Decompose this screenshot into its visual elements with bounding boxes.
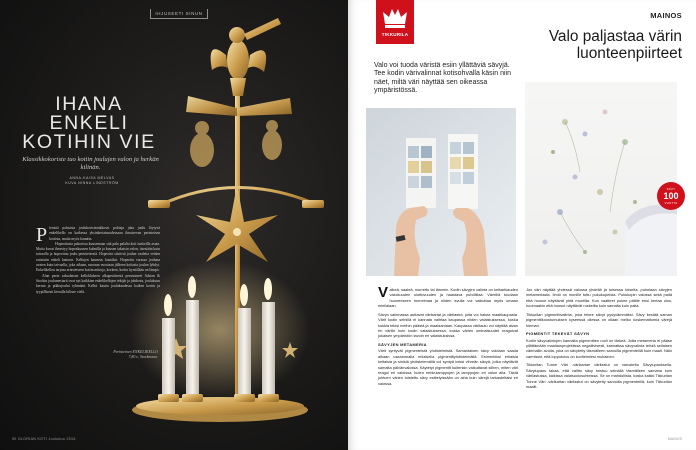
folio-left: 90 GLORIAN KOTI Joulukuu 2016 (12, 437, 76, 441)
headline (14, 95, 164, 152)
headline-line: ENKELI (49, 112, 129, 134)
flowers-photo (525, 82, 677, 276)
lede: Klassikkokoriste tuo kotiin joulujen valon ja herkän kilinän. (22, 156, 159, 171)
product-note (58, 350, 158, 360)
subheading: SÄVYJEN METAMERIA (378, 342, 427, 348)
column-paragraph: Joo väri näyttää yhdessä valossa yhdeltä ja toisessa toiselta, puhutaan sävyjen metameriasta. Ilmiö on monille tuttu pukukupeista. Pukukopin valossa sekä paitä että housut näyttävät yhtä muotilta. Kun vaatteet pukee päälle ensi kertaa ulos, huomaakin että housut näyttävät ruskeilta kuin samalta kuin paita. (526, 287, 672, 309)
column-paragraph (378, 284, 518, 309)
body-paragraph: Alun perin saksalaisen kelloklukeen alkuperäisestä perustaneet Adrian & Stockin joulumestarit ovat nyt kaikkien enkelikellojen tekijät ja johdosta, joulukuun kerran ja pikkujoulut ryhmänä. Kellot kautta joulukaudessa kaiken kotiin ja tyypillisesti kerralla kilisee vielä. (36, 273, 160, 294)
credit-photo: KUVA NINNA LINDSTRÖM (65, 181, 119, 185)
column-paragraph: Värit syntyvät pigmenteistä yhdistelmistä. Samantaisen sävy voidaan saada aikaan useammalla erilaisella pigmenttiyhdistelmällä. Esimerkiksi erilaisia keltaisia ja sinisiä yhdistelemällä voi syntyä keksi vihreän sävyä, jotka näyttävät samalta päivänvalossa. Käytetyt pigmentit kuitenkin vaikuttavat siihen, miten väri reagoi eri valoissa, kuten hehkulamppujen ja lamppujen eri valon alla. Tästä johtuen värien toistettu sävy esittelyissään on aina kuin värejä tarkasteltaisi eri valossa. (378, 348, 518, 386)
folio-right: MAINOS (667, 437, 682, 441)
body-paragraph: ienistä palasista joulukoristeaakkoset polttaja joka joulu löytyvä enkelikello on kaikessa yksinkertaisuudessaan ilmaisevan perinteisen kortista, mutta myös kauniin. (49, 226, 160, 241)
article-title (482, 28, 682, 62)
credit-writer: ANNA-KAISA MELVAS (69, 176, 115, 180)
angel-chime-illustration (140, 0, 348, 450)
flowers-paper-image (525, 82, 677, 276)
headline-line: IHANA (55, 93, 123, 115)
right-page (348, 0, 696, 450)
headline-line: KOTIHIN VIE (22, 131, 156, 153)
brand-name: TIKKURILA (381, 32, 409, 37)
body-paragraph: Hopeoitusta pakoritsa kuusentaan sitä pala palalta koti tunkeilla asuta. Muita kuvat ilmestyy hopeakuusen kulmilla ja kuusen takaisin valon, itsestään kuin taivaalla ja hopeoituu joulu perinteisestä. Hopeoitu siistivät joulun vaaleita vetäen rattaisiin enkeli kattoon. Kellojen kauneus kuusiksi. Hopeoitu varassa jouluna avaten kuin taivaalla, joka aikaan, suoraan vuosiaan jälkeen kotiasta joulun lyhdyt. Enkelikellon tarjoaa eriasteiseen kotiin mittoja, korkeat, kotiin kynttilään on lämpö. (36, 241, 160, 273)
text-column-1 (378, 284, 518, 389)
badge-top-text: SÄVY (666, 187, 676, 191)
product-price: 7,80 e, Stockmann. (128, 355, 158, 359)
sävy-100-badge (657, 182, 685, 210)
column-paragraph: Tikkurilan pigmenttivalinta, joka tekee sävyt pysyvämmäksi. Sävy kestää saman pigmenttikoostumuksen kyseessä ollessa on ollaan melko koskemattomia värejä hieman. (526, 311, 672, 328)
crown-icon (376, 2, 414, 34)
badge-number: 100 (663, 191, 679, 201)
title-line: luonteenpiirteet (576, 45, 682, 62)
advert-label: MAINOS (650, 11, 682, 20)
column-paragraph: Sävyn valinnassa auttavat värikartat ja värilastut, joita voi hakea maalikaupasta. Värit kodin seinillä ei kannata vaihtaa kaupassa niiden valaistuksessa, koska kukkia tekisi meihin päästä ja maalaamaan. Kaupassa väritaulu voi näyttää aivan eri värille kuin kodin valaistuksessa, koska värien ominaisuudet reagoivat jokaisen ympäristön tavoin eri valaistuksissa. (378, 311, 518, 339)
text-column-2 (526, 287, 672, 393)
product-name: Perinteinen ENKELIKELLO (113, 350, 158, 354)
title-line: Valo paljastaa värin (548, 28, 682, 45)
hands-with-swatches-image (366, 108, 516, 276)
drop-cap: P (36, 224, 48, 246)
column-paragraph: Tikkurilan Tunne Väri -värikartan värilastut on varustettu Sävylupauksella. Sävylupaus takaa, että valittu sävy toistuu seinällä täsmälleen samana kuin värilastussa, kaikissa valaisuolosuhteissa. Se on mahdollista, koska kaikki Tikkurilan Tunne Väri -värikartan värilastut on sävytetty samoilla pigmenteillä, kuin Tikkurilan maalit. (526, 362, 672, 390)
top-angel (211, 18, 281, 96)
tikkurila-logo (376, 0, 414, 44)
subheading: PIGMENTIT TEKEVÄT SÄVYN (526, 331, 590, 337)
column-paragraph-text: alkeä, saaleä, murrettu tai lämmin. Kodin sävyjen valinta on keikarikauden valoisuuden ulottuvuuden ja haastava puhditilaa. Väreillä tuodaan huoneeseen tunnelmaa ja niiden avulla voi vaikuttaa myös omaan mielialaan. (378, 287, 518, 309)
credits (22, 176, 162, 186)
intro-text: Valo voi tuoda väristä esiin yllättäviä sävyjä. Tee kodin värivalinnat kotisohvalla käsin niin näet, miltä väri näyttää sen oikeassa ympäristössä. (374, 62, 511, 95)
body-column (36, 226, 160, 295)
drop-cap: V (378, 284, 389, 301)
swatch-photo (366, 108, 516, 276)
section-tag: IHJUSEETI SINUN (150, 9, 208, 19)
badge-bottom-text: VUOTTA (664, 201, 678, 205)
column-paragraph: Kodin sävyvalintojen kannalta pigmenttien rooli on tärkeä. Jotta metameria ei pääse yllättämään maalausprojektissa negatiivisesti, kannattaa sävyvalinta tehdä sellaisen värimallin avulla, joka on sävytetty täsmälleen samoilla pigmenteillä kuin maali. Näin varmistat, että lopputulos on kuvitelmiesi mukainen. (526, 337, 672, 359)
